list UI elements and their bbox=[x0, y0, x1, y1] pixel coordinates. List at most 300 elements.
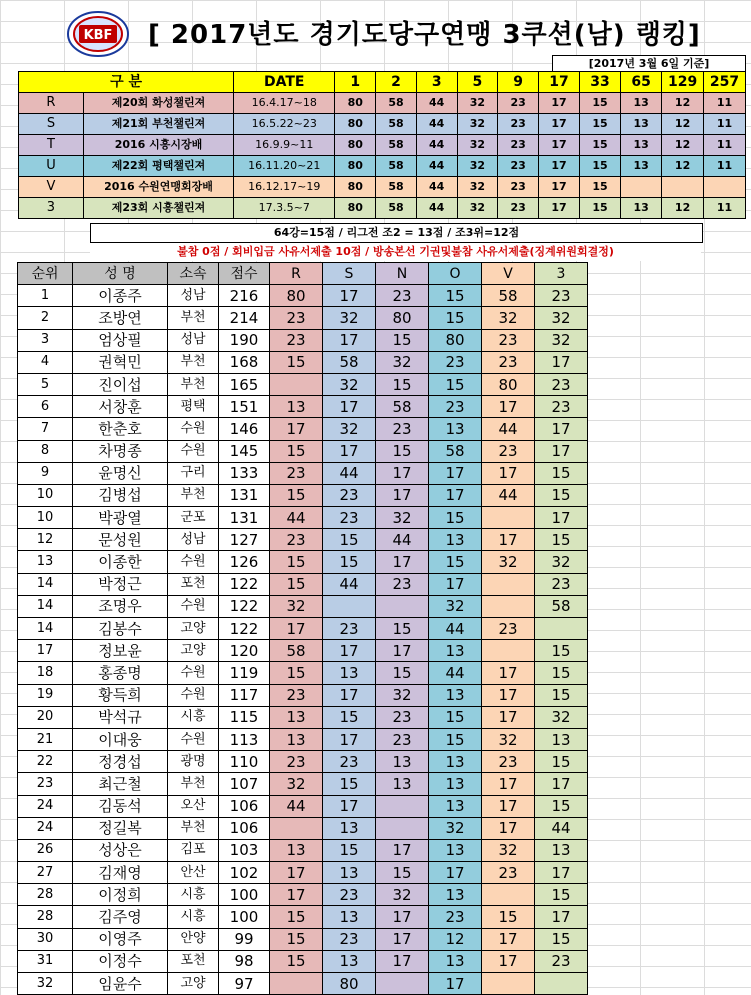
event-points: 17 bbox=[535, 906, 588, 928]
event-points: 23 bbox=[376, 706, 429, 728]
competition-points: 15 bbox=[580, 93, 621, 114]
event-points: 44 bbox=[323, 462, 376, 484]
player-region: 부천 bbox=[168, 373, 219, 395]
competition-points: 15 bbox=[580, 114, 621, 135]
competition-header-cell: 2 bbox=[376, 72, 417, 93]
ranking-header-cell: 성 명 bbox=[73, 263, 168, 285]
event-points: 17 bbox=[270, 618, 323, 640]
player-name: 윤명신 bbox=[73, 462, 168, 484]
competition-points: 13 bbox=[621, 93, 662, 114]
competition-header-cell: 3 bbox=[416, 72, 457, 93]
event-points: 17 bbox=[482, 529, 535, 551]
player-region: 부천 bbox=[168, 484, 219, 506]
event-points: 17 bbox=[535, 862, 588, 884]
total-points: 131 bbox=[219, 484, 270, 506]
competition-points: 80 bbox=[335, 156, 376, 177]
event-points: 32 bbox=[429, 595, 482, 617]
event-points: 23 bbox=[323, 884, 376, 906]
event-points: 32 bbox=[482, 551, 535, 573]
competition-date: 16.9.9~11 bbox=[234, 135, 335, 156]
event-points bbox=[376, 795, 429, 817]
event-points: 15 bbox=[429, 728, 482, 750]
event-points: 32 bbox=[535, 329, 588, 351]
player-region: 성남 bbox=[168, 329, 219, 351]
table-row bbox=[18, 484, 588, 506]
event-points: 17 bbox=[323, 728, 376, 750]
event-points bbox=[323, 595, 376, 617]
event-points: 80 bbox=[429, 329, 482, 351]
player-name: 권혁민 bbox=[73, 351, 168, 373]
event-points: 15 bbox=[429, 307, 482, 329]
competition-row bbox=[19, 93, 746, 114]
event-points: 23 bbox=[323, 484, 376, 506]
competition-code: S bbox=[19, 114, 84, 135]
competition-points: 17 bbox=[538, 114, 579, 135]
event-points: 32 bbox=[482, 307, 535, 329]
player-region: 부천 bbox=[168, 773, 219, 795]
ranking-header-cell: N bbox=[376, 263, 429, 285]
event-points: 15 bbox=[429, 706, 482, 728]
event-points bbox=[482, 573, 535, 595]
total-points: 216 bbox=[219, 285, 270, 307]
event-points: 17 bbox=[323, 329, 376, 351]
event-points: 44 bbox=[270, 795, 323, 817]
table-row bbox=[18, 640, 588, 662]
competition-points: 12 bbox=[662, 156, 704, 177]
event-points: 17 bbox=[535, 418, 588, 440]
player-region: 고양 bbox=[168, 973, 219, 995]
event-points: 15 bbox=[376, 329, 429, 351]
event-points: 13 bbox=[429, 684, 482, 706]
event-points: 17 bbox=[535, 507, 588, 529]
player-region: 성남 bbox=[168, 285, 219, 307]
rank-cell: 17 bbox=[18, 640, 73, 662]
event-points: 15 bbox=[376, 440, 429, 462]
event-points: 32 bbox=[323, 418, 376, 440]
competition-name: 제22회 평택챌린져 bbox=[83, 156, 233, 177]
total-points: 127 bbox=[219, 529, 270, 551]
event-points: 44 bbox=[429, 662, 482, 684]
ranking-header-cell: V bbox=[482, 263, 535, 285]
competition-header-cell: 9 bbox=[498, 72, 539, 93]
rank-cell: 24 bbox=[18, 795, 73, 817]
rank-cell: 18 bbox=[18, 662, 73, 684]
event-points: 80 bbox=[482, 373, 535, 395]
competition-points: 32 bbox=[457, 198, 498, 219]
total-points: 97 bbox=[219, 973, 270, 995]
event-points: 32 bbox=[535, 551, 588, 573]
event-points: 32 bbox=[323, 373, 376, 395]
table-row bbox=[18, 573, 588, 595]
event-points: 23 bbox=[270, 529, 323, 551]
event-points: 44 bbox=[482, 418, 535, 440]
table-row bbox=[18, 462, 588, 484]
player-name: 정길복 bbox=[73, 817, 168, 839]
competition-date: 16.5.22~23 bbox=[234, 114, 335, 135]
ranking-header-cell: 점수 bbox=[219, 263, 270, 285]
rank-cell: 28 bbox=[18, 884, 73, 906]
competition-code: T bbox=[19, 135, 84, 156]
table-row bbox=[18, 795, 588, 817]
competition-date: 16.12.17~19 bbox=[234, 177, 335, 198]
event-points: 44 bbox=[270, 507, 323, 529]
event-points: 17 bbox=[270, 418, 323, 440]
competition-points: 23 bbox=[498, 198, 539, 219]
event-points: 23 bbox=[429, 396, 482, 418]
total-points: 103 bbox=[219, 839, 270, 861]
event-points bbox=[535, 973, 588, 995]
rank-cell: 27 bbox=[18, 862, 73, 884]
player-region: 수원 bbox=[168, 418, 219, 440]
competition-code: R bbox=[19, 93, 84, 114]
competition-points: 44 bbox=[416, 93, 457, 114]
total-points: 146 bbox=[219, 418, 270, 440]
event-points: 32 bbox=[270, 595, 323, 617]
total-points: 99 bbox=[219, 928, 270, 950]
rank-cell: 20 bbox=[18, 706, 73, 728]
kbf-logo bbox=[66, 10, 130, 58]
event-points: 15 bbox=[323, 839, 376, 861]
as-of-date: [2017년 3월 6일 기준] bbox=[552, 55, 746, 72]
event-points: 23 bbox=[535, 950, 588, 972]
event-points: 15 bbox=[535, 640, 588, 662]
player-region: 구리 bbox=[168, 462, 219, 484]
total-points: 131 bbox=[219, 507, 270, 529]
event-points: 58 bbox=[429, 440, 482, 462]
table-row bbox=[18, 906, 588, 928]
event-points: 17 bbox=[323, 396, 376, 418]
rank-cell: 14 bbox=[18, 595, 73, 617]
player-name: 김주영 bbox=[73, 906, 168, 928]
competition-points: 44 bbox=[416, 156, 457, 177]
rank-cell: 31 bbox=[18, 950, 73, 972]
event-points: 13 bbox=[376, 751, 429, 773]
total-points: 190 bbox=[219, 329, 270, 351]
competition-name: 제21회 부천챌린져 bbox=[83, 114, 233, 135]
rank-cell: 10 bbox=[18, 484, 73, 506]
event-points: 17 bbox=[482, 817, 535, 839]
total-points: 214 bbox=[219, 307, 270, 329]
competition-name: 제23회 시흥챌린져 bbox=[83, 198, 233, 219]
rank-cell: 12 bbox=[18, 529, 73, 551]
player-region: 수원 bbox=[168, 662, 219, 684]
competition-header-cell: 17 bbox=[538, 72, 579, 93]
event-points: 15 bbox=[535, 884, 588, 906]
player-region: 고양 bbox=[168, 640, 219, 662]
event-points: 15 bbox=[270, 950, 323, 972]
competition-points: 12 bbox=[662, 198, 704, 219]
event-points: 17 bbox=[376, 484, 429, 506]
player-name: 이영주 bbox=[73, 928, 168, 950]
competition-points: 80 bbox=[335, 114, 376, 135]
event-points bbox=[482, 640, 535, 662]
competition-points: 44 bbox=[416, 198, 457, 219]
player-region: 광명 bbox=[168, 751, 219, 773]
rank-cell: 13 bbox=[18, 551, 73, 573]
table-row bbox=[18, 706, 588, 728]
event-points bbox=[270, 373, 323, 395]
competition-points: 23 bbox=[498, 93, 539, 114]
player-name: 한춘호 bbox=[73, 418, 168, 440]
event-points: 58 bbox=[482, 285, 535, 307]
player-name: 조방연 bbox=[73, 307, 168, 329]
total-points: 113 bbox=[219, 728, 270, 750]
table-row bbox=[18, 418, 588, 440]
rank-cell: 24 bbox=[18, 817, 73, 839]
event-points: 23 bbox=[323, 751, 376, 773]
competition-points: 12 bbox=[662, 114, 704, 135]
event-points: 15 bbox=[429, 285, 482, 307]
event-points: 23 bbox=[535, 396, 588, 418]
player-name: 진이섭 bbox=[73, 373, 168, 395]
table-row bbox=[18, 662, 588, 684]
event-points bbox=[482, 884, 535, 906]
event-points: 17 bbox=[482, 662, 535, 684]
player-region: 군포 bbox=[168, 507, 219, 529]
competition-points: 32 bbox=[457, 135, 498, 156]
event-points: 23 bbox=[376, 285, 429, 307]
event-points: 15 bbox=[376, 662, 429, 684]
event-points: 58 bbox=[535, 595, 588, 617]
event-points: 17 bbox=[482, 950, 535, 972]
competition-points: 44 bbox=[416, 114, 457, 135]
player-region: 오산 bbox=[168, 795, 219, 817]
event-points: 17 bbox=[429, 862, 482, 884]
points-note: 64강=15점 / 리그전 조2 = 13점 / 조3위=12점 bbox=[90, 223, 703, 243]
event-points: 17 bbox=[376, 839, 429, 861]
event-points: 23 bbox=[270, 751, 323, 773]
competition-header-cell: 65 bbox=[621, 72, 662, 93]
competition-points: 15 bbox=[580, 156, 621, 177]
ranking-header-cell: 3 bbox=[535, 263, 588, 285]
competition-points: 13 bbox=[621, 156, 662, 177]
competition-points: 15 bbox=[580, 177, 621, 198]
player-name: 이종주 bbox=[73, 285, 168, 307]
event-points bbox=[376, 973, 429, 995]
event-points: 15 bbox=[482, 906, 535, 928]
total-points: 100 bbox=[219, 906, 270, 928]
event-points: 17 bbox=[482, 706, 535, 728]
rank-cell: 19 bbox=[18, 684, 73, 706]
event-points: 44 bbox=[429, 618, 482, 640]
competition-points: 32 bbox=[457, 177, 498, 198]
event-points: 23 bbox=[482, 329, 535, 351]
event-points: 15 bbox=[323, 551, 376, 573]
competition-points bbox=[662, 177, 704, 198]
event-points: 15 bbox=[429, 373, 482, 395]
event-points: 13 bbox=[429, 773, 482, 795]
page-title: [ 2017년도 경기도당구연맹 3쿠션(남) 랭킹] bbox=[148, 20, 701, 50]
event-points: 13 bbox=[376, 773, 429, 795]
event-points: 23 bbox=[429, 351, 482, 373]
total-points: 102 bbox=[219, 862, 270, 884]
player-region: 포천 bbox=[168, 573, 219, 595]
player-region: 수원 bbox=[168, 440, 219, 462]
event-points: 13 bbox=[429, 418, 482, 440]
competition-date: 16.11.20~21 bbox=[234, 156, 335, 177]
player-name: 홍종명 bbox=[73, 662, 168, 684]
event-points bbox=[535, 618, 588, 640]
event-points: 13 bbox=[270, 706, 323, 728]
event-points: 13 bbox=[323, 950, 376, 972]
event-points: 15 bbox=[376, 618, 429, 640]
competition-points: 12 bbox=[662, 135, 704, 156]
event-points: 13 bbox=[323, 662, 376, 684]
ranking-header-cell: 소속 bbox=[168, 263, 219, 285]
rank-cell: 22 bbox=[18, 751, 73, 773]
event-points: 23 bbox=[482, 351, 535, 373]
event-points: 15 bbox=[535, 484, 588, 506]
event-points: 17 bbox=[376, 906, 429, 928]
competition-points: 11 bbox=[704, 156, 746, 177]
table-row bbox=[18, 307, 588, 329]
event-points: 15 bbox=[270, 484, 323, 506]
total-points: 151 bbox=[219, 396, 270, 418]
event-points: 13 bbox=[429, 884, 482, 906]
competition-points: 12 bbox=[662, 93, 704, 114]
event-points: 32 bbox=[270, 773, 323, 795]
rank-cell: 8 bbox=[18, 440, 73, 462]
competition-points: 11 bbox=[704, 198, 746, 219]
event-points: 13 bbox=[429, 529, 482, 551]
competition-points: 58 bbox=[376, 156, 417, 177]
event-points: 15 bbox=[535, 662, 588, 684]
event-points: 17 bbox=[429, 573, 482, 595]
event-points: 17 bbox=[376, 950, 429, 972]
event-points: 15 bbox=[270, 551, 323, 573]
event-points: 15 bbox=[429, 507, 482, 529]
table-row bbox=[18, 728, 588, 750]
event-points: 23 bbox=[482, 751, 535, 773]
event-points: 17 bbox=[270, 862, 323, 884]
table-row bbox=[18, 551, 588, 573]
event-points: 13 bbox=[270, 839, 323, 861]
player-name: 황득희 bbox=[73, 684, 168, 706]
event-points: 23 bbox=[376, 573, 429, 595]
rank-cell: 28 bbox=[18, 906, 73, 928]
event-points bbox=[482, 595, 535, 617]
competition-date: 17.3.5~7 bbox=[234, 198, 335, 219]
event-points bbox=[482, 973, 535, 995]
table-row bbox=[18, 507, 588, 529]
event-points: 17 bbox=[323, 440, 376, 462]
competition-name: 2016 수원연맹회장배 bbox=[83, 177, 233, 198]
event-points: 13 bbox=[535, 839, 588, 861]
event-points: 13 bbox=[429, 751, 482, 773]
event-points: 17 bbox=[482, 684, 535, 706]
table-row bbox=[18, 884, 588, 906]
total-points: 120 bbox=[219, 640, 270, 662]
competition-row bbox=[19, 135, 746, 156]
player-region: 안양 bbox=[168, 928, 219, 950]
player-name: 차명종 bbox=[73, 440, 168, 462]
event-points: 58 bbox=[323, 351, 376, 373]
event-points: 23 bbox=[376, 728, 429, 750]
table-row bbox=[18, 973, 588, 995]
event-points: 58 bbox=[376, 396, 429, 418]
rank-cell: 9 bbox=[18, 462, 73, 484]
rank-cell: 26 bbox=[18, 839, 73, 861]
competition-date: 16.4.17~18 bbox=[234, 93, 335, 114]
event-points: 13 bbox=[429, 640, 482, 662]
ranking-table bbox=[17, 262, 588, 995]
event-points: 23 bbox=[535, 285, 588, 307]
table-row bbox=[18, 618, 588, 640]
competition-points: 80 bbox=[335, 198, 376, 219]
event-points: 13 bbox=[535, 728, 588, 750]
event-points: 32 bbox=[482, 839, 535, 861]
competition-points: 58 bbox=[376, 177, 417, 198]
event-points: 15 bbox=[323, 529, 376, 551]
event-points: 17 bbox=[323, 795, 376, 817]
event-points: 17 bbox=[429, 973, 482, 995]
event-points: 23 bbox=[376, 418, 429, 440]
player-name: 임윤수 bbox=[73, 973, 168, 995]
event-points: 23 bbox=[429, 906, 482, 928]
rank-cell: 32 bbox=[18, 973, 73, 995]
event-points: 15 bbox=[535, 928, 588, 950]
event-points: 23 bbox=[482, 618, 535, 640]
competition-points: 17 bbox=[538, 93, 579, 114]
event-points: 13 bbox=[429, 795, 482, 817]
total-points: 119 bbox=[219, 662, 270, 684]
ranking-header-cell: O bbox=[429, 263, 482, 285]
competition-points: 11 bbox=[704, 114, 746, 135]
competition-points: 80 bbox=[335, 93, 376, 114]
total-points: 106 bbox=[219, 817, 270, 839]
event-points: 17 bbox=[376, 928, 429, 950]
event-points: 23 bbox=[535, 373, 588, 395]
table-row bbox=[18, 773, 588, 795]
event-points: 17 bbox=[323, 285, 376, 307]
player-region: 성남 bbox=[168, 529, 219, 551]
competition-header-cell: 257 bbox=[704, 72, 746, 93]
competition-points: 23 bbox=[498, 135, 539, 156]
event-points: 15 bbox=[270, 928, 323, 950]
player-name: 김동석 bbox=[73, 795, 168, 817]
competition-points: 80 bbox=[335, 135, 376, 156]
event-points: 80 bbox=[323, 973, 376, 995]
total-points: 122 bbox=[219, 573, 270, 595]
competition-points: 13 bbox=[621, 114, 662, 135]
event-points bbox=[270, 973, 323, 995]
player-name: 김재영 bbox=[73, 862, 168, 884]
event-points bbox=[376, 595, 429, 617]
event-points: 80 bbox=[270, 285, 323, 307]
competition-points: 15 bbox=[580, 135, 621, 156]
player-name: 이대웅 bbox=[73, 728, 168, 750]
player-name: 정경섭 bbox=[73, 751, 168, 773]
total-points: 165 bbox=[219, 373, 270, 395]
event-points: 15 bbox=[323, 773, 376, 795]
total-points: 122 bbox=[219, 595, 270, 617]
player-name: 이정수 bbox=[73, 950, 168, 972]
event-points: 32 bbox=[429, 817, 482, 839]
table-row bbox=[18, 373, 588, 395]
event-points: 13 bbox=[270, 728, 323, 750]
event-points: 23 bbox=[270, 684, 323, 706]
event-points: 17 bbox=[376, 551, 429, 573]
event-points: 15 bbox=[429, 551, 482, 573]
event-points: 32 bbox=[376, 884, 429, 906]
competition-points: 32 bbox=[457, 93, 498, 114]
event-points: 15 bbox=[535, 795, 588, 817]
total-points: 115 bbox=[219, 706, 270, 728]
table-row bbox=[18, 862, 588, 884]
competition-points: 17 bbox=[538, 198, 579, 219]
total-points: 106 bbox=[219, 795, 270, 817]
player-region: 수원 bbox=[168, 551, 219, 573]
